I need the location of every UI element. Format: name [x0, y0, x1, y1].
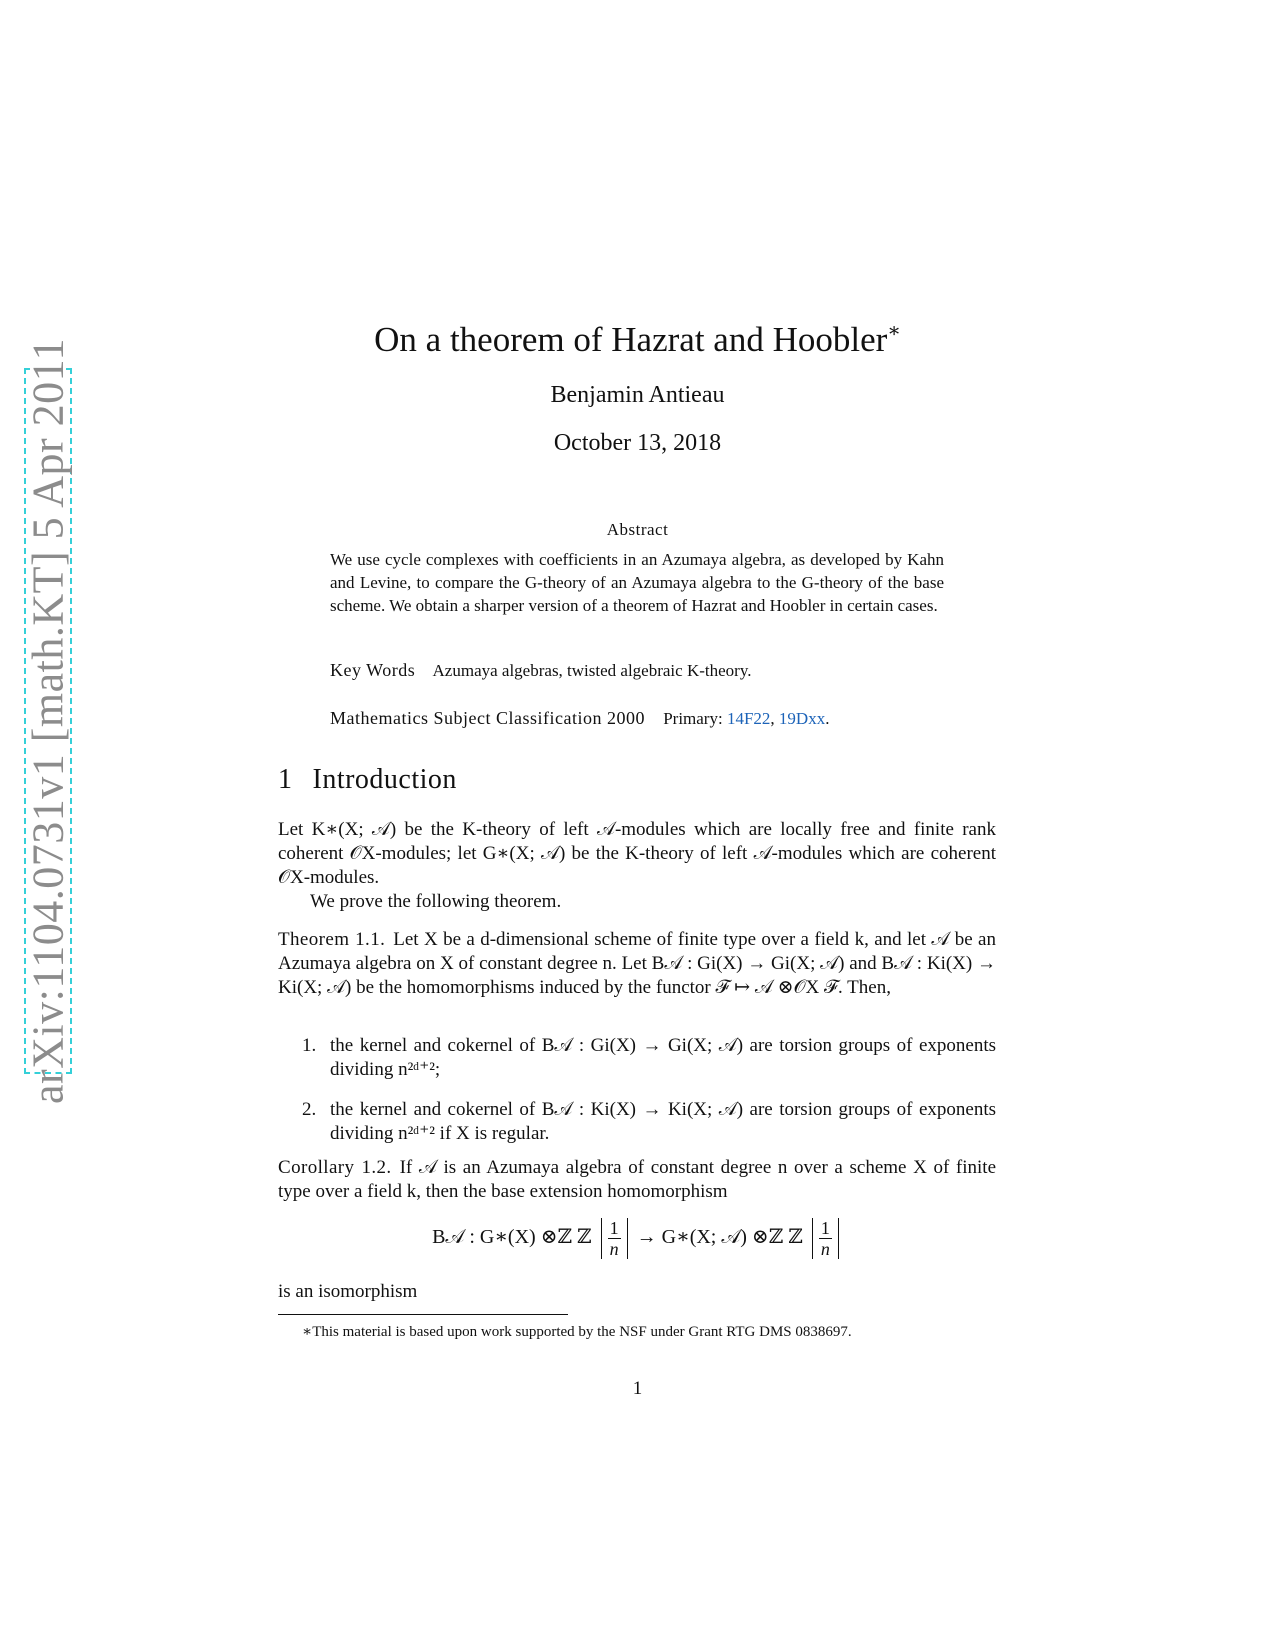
intro-paragraph-2: We prove the following theorem. [310, 891, 562, 912]
equation-rhs: → G∗(X; 𝒜) ⊗ℤ ℤ [636, 1226, 803, 1249]
fraction-one-over-n [812, 1218, 839, 1259]
corollary-label: Corollary 1.2. [278, 1157, 392, 1178]
msc-classification [330, 708, 829, 729]
abstract-heading: Abstract [606, 520, 669, 539]
fraction-denominator: n [609, 1239, 619, 1259]
paper-title-text: On a theorem of Hazrat and Hoobler [374, 320, 888, 359]
item-text: the kernel and cokernel of B𝒜 : Gi(X) → Gi(X; 𝒜) are torsion groups of exponents dividing n²ᵈ⁺²; [330, 1035, 996, 1080]
fraction-numerator: 1 [820, 1218, 830, 1238]
msc-end: . [825, 709, 830, 728]
theorem-text: Let X be a d-dimensional scheme of finite type over a field k, and let 𝒜 be an Azumaya algebra on X of constant degree n. Let B𝒜 : Gi(X) → Gi(X; 𝒜) and B𝒜 : Ki(X) → Ki(X; 𝒜) be the homomorphisms induced by the functor ℱ ↦ 𝒜 ⊗𝒪X ℱ. Then, [278, 929, 996, 998]
section-title: Introduction [312, 764, 457, 795]
corollary-text: If 𝒜 is an Azumaya algebra of constant degree n over a scheme X of finite type over a field k, then the base extension homomorphism [278, 1157, 996, 1202]
theorem-1-1 [278, 928, 996, 1000]
after-equation-text: is an isomorphism [278, 1281, 418, 1302]
footnote: ∗This material is based upon work supported by the NSF under Grant RTG DMS 0838697. [302, 1324, 852, 1340]
msc-sep: , [770, 709, 775, 728]
theorem-item-2 [302, 1098, 996, 1146]
intro-paragraph-1: Let K∗(X; 𝒜) be the K-theory of left 𝒜-modules which are locally free and finite rank coherent 𝒪X-modules; let G∗(X; 𝒜) be the K-theory of left 𝒜-modules which are coherent 𝒪X-modules. [278, 819, 996, 888]
author: Benjamin Antieau [550, 382, 725, 408]
corollary-1-2 [278, 1156, 996, 1204]
section-heading [278, 764, 457, 796]
item-number: 1. [302, 1035, 317, 1056]
abstract-text: We use cycle complexes with coefficients in an Azumaya algebra, as developed by Kahn and Levine, to compare the G-theory of an Azumaya algebra to the G-theory of the base scheme. We obtain a sharper version of a theorem of Hazrat and Hoobler in certain cases. [330, 550, 944, 615]
item-text: the kernel and cokernel of B𝒜 : Ki(X) → Ki(X; 𝒜) are torsion groups of exponents dividing n²ᵈ⁺² if X is regular. [330, 1099, 996, 1144]
theorem-label: Theorem 1.1. [278, 929, 386, 950]
page-number: 1 [632, 1378, 643, 1399]
display-equation [0, 1218, 1275, 1259]
msc-prefix: Primary: [663, 709, 723, 728]
theorem-item-1 [302, 1034, 996, 1082]
keywords [330, 660, 751, 681]
msc-link-19dxx[interactable]: 19Dxx [778, 709, 826, 728]
msc-link-14f22[interactable]: 14F22 [726, 709, 771, 728]
keywords-label: Key Words [330, 660, 416, 680]
arxiv-stamp [23, 337, 73, 1105]
keywords-value: Azumaya algebras, twisted algebraic K-theory. [432, 661, 752, 680]
date: October 13, 2018 [553, 430, 722, 456]
section-number: 1 [278, 764, 293, 795]
fraction-numerator: 1 [609, 1218, 619, 1238]
footnote-rule [278, 1314, 568, 1315]
paper-title [0, 318, 1275, 360]
arxiv-stamp-text: arXiv:1104.0731v1 [math.KT] 5 Apr 2011 [23, 337, 73, 1105]
title-footnote-mark: ∗ [887, 320, 901, 342]
fraction-denominator: n [820, 1239, 830, 1259]
fraction-one-over-n [601, 1218, 628, 1259]
msc-label: Mathematics Subject Classification 2000 [330, 708, 645, 728]
item-number: 2. [302, 1099, 317, 1120]
equation-lhs: B𝒜 : G∗(X) ⊗ℤ ℤ [432, 1226, 592, 1249]
